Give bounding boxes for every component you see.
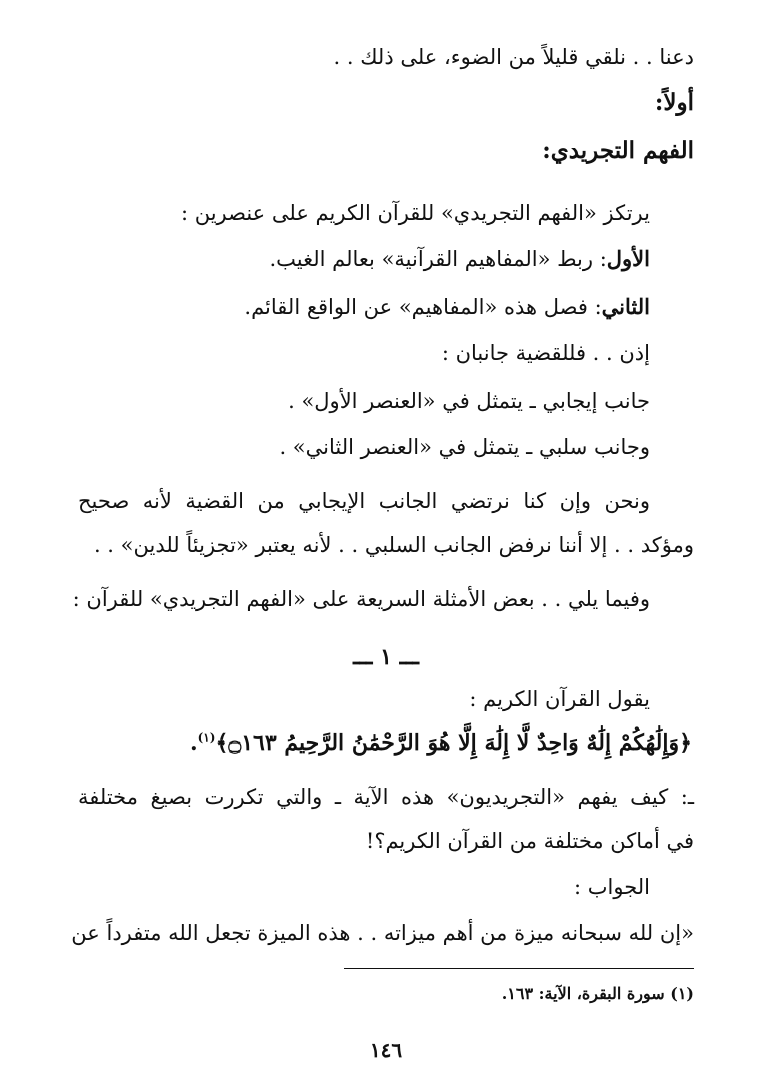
quran-verse-text: ﴿وَإِلَٰهُكُمْ إِلَٰهٌ وَاحِدٌ لَّا إِلَٰهَ إِلَّا هُوَ الرَّحْمَٰنُ الرَّحِيمُ ۝١٦٣﴾ — [215, 730, 692, 756]
footnote-divider — [344, 968, 694, 969]
first-element-line — [269, 244, 650, 274]
footnote: (١) سورة البقرة، الآية: ١٦٣. — [501, 984, 694, 1003]
paragraph-line: وفيما يلي . . بعض الأمثلة السريعة على «الفهم التجريدي» للقرآن : — [72, 587, 650, 611]
first-element-label: الأول — [606, 246, 650, 271]
positive-side-line: جانب إيجابي ـ يتمثل في «العنصر الأول» . — [288, 389, 650, 413]
paragraph-line: إذن . . فللقضية جانبان : — [441, 341, 650, 365]
verse-end-dot: . — [189, 730, 198, 756]
first-element-text: : ربط «المفاهيم القرآنية» بعالم الغيب. — [269, 247, 607, 271]
paragraph-line: يرتكز «الفهم التجريدي» للقرآن الكريم على عنصرين : — [180, 201, 650, 225]
page-number: ١٤٦ — [369, 1038, 403, 1062]
paragraph-line: «إن لله سبحانه ميزة من أهم ميزاته . . هذه الميزة تجعل الله متفرداً عن — [71, 921, 694, 945]
second-element-line — [244, 292, 650, 322]
second-element-text: : فصل هذه «المفاهيم» عن الواقع القائم. — [244, 295, 602, 319]
paragraph-line: ـ: كيف يفهم «التجريديون» هذه الآية ـ والتي تكررت بصيغ مختلفة — [78, 785, 694, 809]
quran-verse — [190, 730, 692, 756]
negative-side-line: وجانب سلبي ـ يتمثل في «العنصر الثاني» . — [279, 435, 650, 459]
footnote-marker: (١) — [197, 730, 216, 745]
section-number-heading: أولاً: — [654, 89, 694, 116]
paragraph-line: ونحن وإن كنا نرتضي الجانب الإيجابي من القضية لأنه صحيح — [78, 489, 650, 513]
answer-label: الجواب : — [574, 875, 650, 899]
paragraph-line: ومؤكد . . إلا أننا نرفض الجانب السلبي . . لأنه يعتبر «تجزيئاً للدين» . . — [93, 533, 694, 557]
section-separator: ـــ ١ ـــ — [353, 644, 419, 670]
second-element-label: الثاني — [601, 294, 650, 319]
paragraph-line: يقول القرآن الكريم : — [469, 687, 650, 711]
intro-line: دعنا . . نلقي قليلاً من الضوء، على ذلك . . — [333, 45, 694, 69]
section-title-heading: الفهم التجريدي: — [542, 137, 694, 164]
paragraph-line: في أماكن مختلفة من القرآن الكريم؟! — [365, 829, 694, 853]
